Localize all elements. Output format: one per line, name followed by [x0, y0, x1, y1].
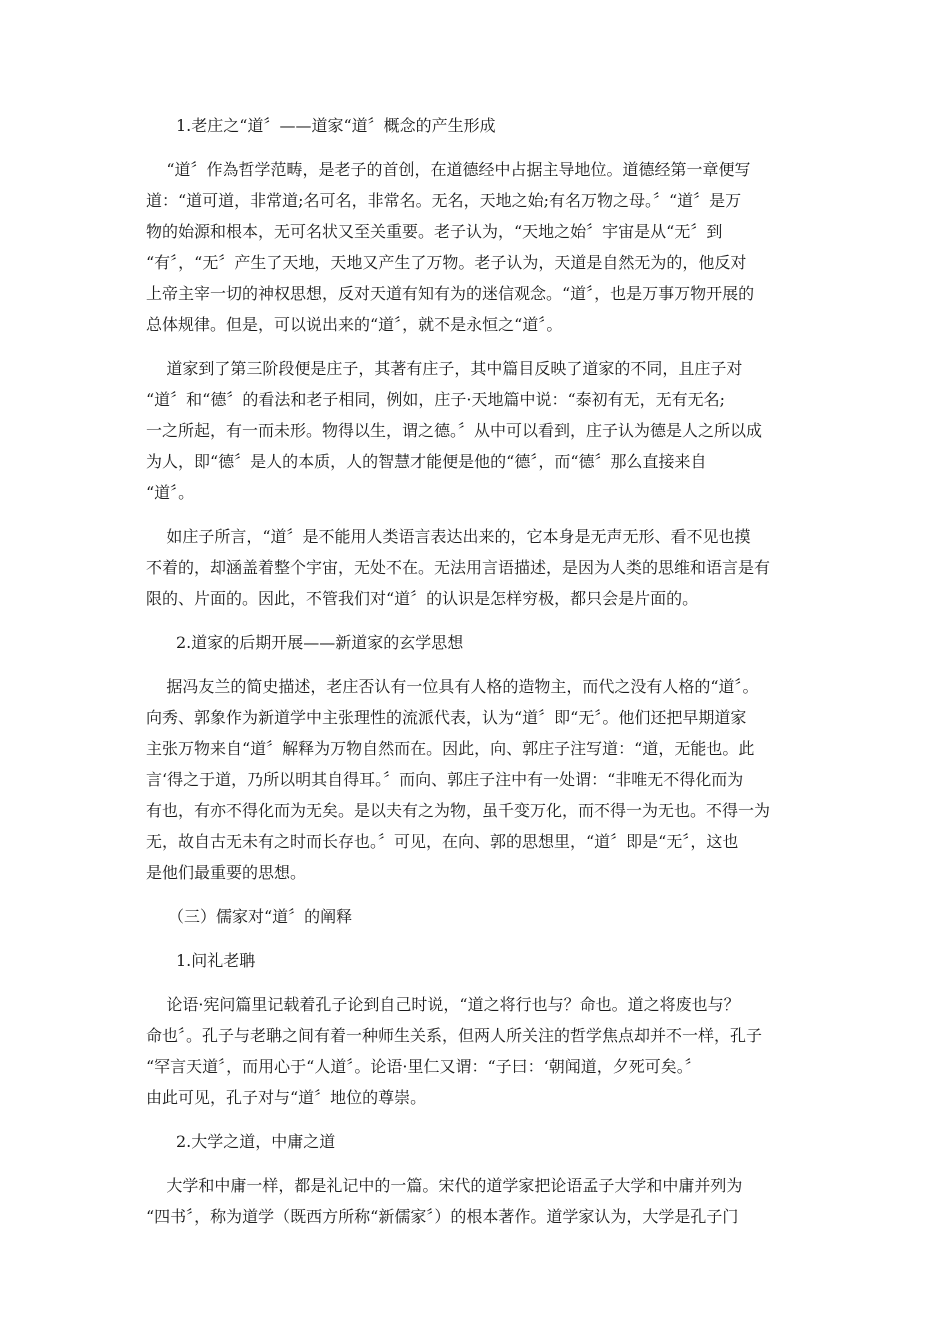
text-line: 不着的，却涵盖着整个宇宙，无处不在。无法用言语描述，是因为人类的思维和语言是有: [146, 558, 771, 577]
paragraph-daxue-zhongyong: [146, 1170, 814, 1232]
paragraph-lunyu: [146, 989, 814, 1113]
text-line: 是他们最重要的思想。: [146, 863, 307, 882]
text-line: “四书〞，称为道学（既西方所称“新儒家〞）的根本著作。道学家认为，大学是孔子门: [146, 1207, 739, 1226]
text-line: 由此可见，孔子对与“道〞地位的尊崇。: [146, 1088, 427, 1107]
text-line: 一之所起，有一而未形。物得以生，谓之德。〞从中可以看到，庄子认为德是人之所以成: [146, 421, 763, 440]
text-line: 总体规律。但是，可以说出来的“道〞，就不是永恒之“道〞。: [146, 315, 563, 334]
text-line: 如庄子所言，“道〞是不能用人类语言表达出来的，它本身是无声无形、看不见也摸: [146, 527, 751, 546]
text-line: “道〞和“德〞的看法和老子相同，例如，庄子·天地篇中说：“泰初有无，无有无名;: [146, 390, 726, 409]
text-line: 道：“道可道，非常道;名可名，非常名。无名，天地之始;有名万物之母。〞“道〞是万: [146, 191, 742, 210]
text-line: 限的、片面的。因此，不管我们对“道〞的认识是怎样穷极，都只会是片面的。: [146, 589, 699, 608]
section-heading-wenli: [146, 945, 814, 976]
text-line: 向秀、郭象作为新道学中主张理性的流派代表，认为“道〞即“无〞。他们还把早期道家: [146, 708, 747, 727]
section-heading-laozhuang: [146, 110, 814, 141]
text-line: 言‘得之于道，乃所以明其自得耳。〞而向、郭庄子注中有一处谓：“非唯无不得化而为: [146, 770, 744, 789]
text-line: “道〞作為哲学范畴，是老子的首创，在道德经中占据主导地位。道德经第一章便写: [146, 160, 751, 179]
text-line: 1.老庄之“道〞——道家“道〞概念的产生形成: [176, 116, 496, 135]
text-line: 主张万物来自“道〞解释为万物自然而在。因此，向、郭庄子注写道：“道，无能也。此: [146, 739, 755, 758]
paragraph-xuanxue: [146, 671, 814, 888]
paragraph-dao-language: [146, 521, 814, 614]
text-line: “罕言天道〞，而用心于“人道〞。论语·里仁又谓：“子曰：‘朝闻道，夕死可矣。〞: [146, 1057, 701, 1076]
document-page: [146, 110, 814, 1232]
text-line: 上帝主宰一切的神权思想，反对天道有知有为的迷信观念。“道〞，也是万事万物开展的: [146, 284, 755, 303]
text-line: “有〞，“无〞产生了天地，天地又产生了万物。老子认为，天道是自然无为的，他反对: [146, 253, 747, 272]
text-line: 论语·宪问篇里记载着孔子论到自己时说，“道之将行也与？命也。道之将废也与？: [146, 995, 740, 1014]
text-line: 道家到了第三阶段便是庄子，其著有庄子，其中篇目反映了道家的不同，且庄子对: [146, 359, 743, 378]
text-line: 命也〞。孔子与老聃之间有着一种师生关系，但两人所关注的哲学焦点却并不一样，孔子: [146, 1026, 763, 1045]
text-line: 1.问礼老聃: [176, 951, 256, 970]
section-heading-neo-daoism: [146, 627, 814, 658]
text-line: （三）儒家对“道〞的阐释: [168, 907, 353, 926]
text-line: “道〞。: [146, 483, 195, 502]
text-line: 无，故自古无未有之时而长存也。〞可见，在向、郭的思想里，“道〞即是“无〞，这也: [146, 832, 739, 851]
text-line: 大学和中庸一样，都是礼记中的一篇。宋代的道学家把论语孟子大学和中庸并列为: [146, 1176, 743, 1195]
text-line: 为人，即“德〞是人的本质，人的智慧才能便是他的“德〞，而“德〞那么直接来自: [146, 452, 707, 471]
text-line: 2.道家的后期开展——新道家的玄学思想: [176, 633, 464, 652]
paragraph-dao-origin: [146, 154, 814, 340]
text-line: 有也，有亦不得化而为无矣。是以夫有之为物，虽千变万化，而不得一为无也。不得一为: [146, 801, 771, 820]
text-line: 据冯友兰的简史描述，老庄否认有一位具有人格的造物主，而代之没有人格的“道〞。: [146, 677, 759, 696]
section-heading-daxue: [146, 1126, 814, 1157]
section-heading-confucian: [146, 901, 814, 932]
text-line: 2.大学之道，中庸之道: [176, 1132, 336, 1151]
paragraph-zhuangzi: [146, 353, 814, 508]
text-line: 物的始源和根本，无可名状又至关重要。老子认为，“天地之始〞宇宙是从“无〞到: [146, 222, 723, 241]
